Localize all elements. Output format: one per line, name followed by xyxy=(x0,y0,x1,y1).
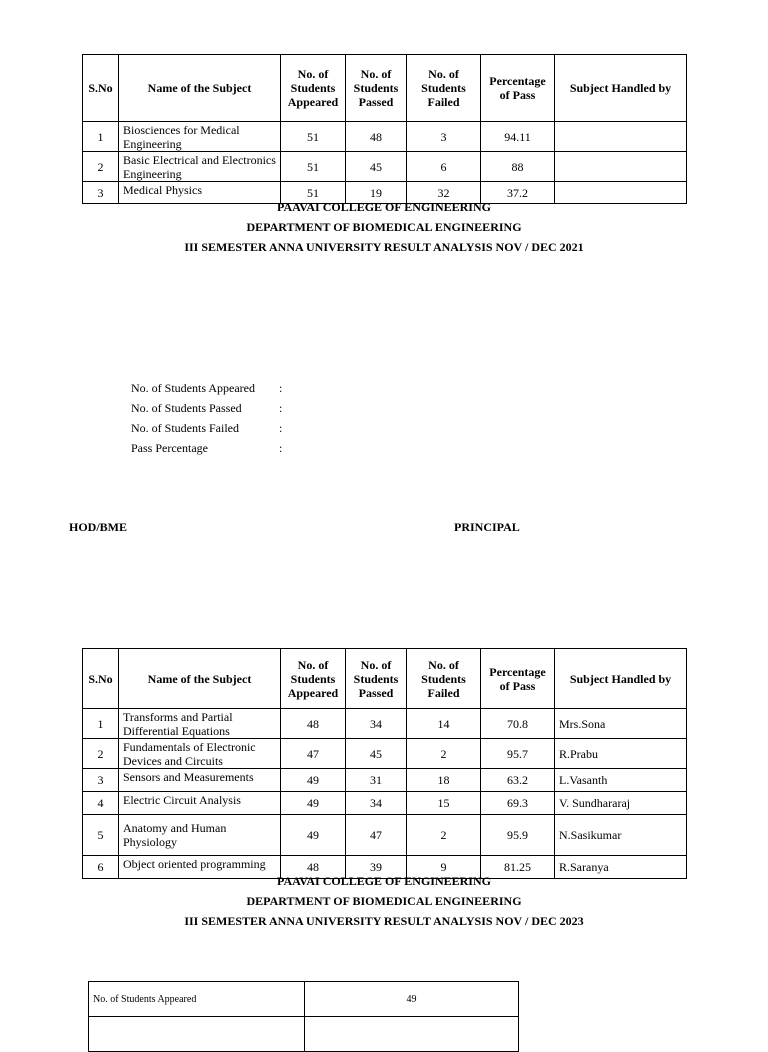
summary-label: Pass Percentage xyxy=(131,441,208,455)
summary-label: No. of Students Appeared xyxy=(89,982,305,1017)
cell-percentage: 37.2 xyxy=(481,182,555,204)
cell-appeared: 49 xyxy=(281,792,346,815)
cell-failed: 6 xyxy=(407,152,481,182)
cell-subject: Biosciences for Medical Engineering xyxy=(119,122,281,152)
table-header-row xyxy=(83,649,687,709)
cell-passed: 45 xyxy=(346,152,407,182)
cell-failed: 15 xyxy=(407,792,481,815)
cell-appeared: 49 xyxy=(281,815,346,856)
cell-percentage: 63.2 xyxy=(481,769,555,792)
cell-appeared: 51 xyxy=(281,152,346,182)
header-subject: Name of the Subject xyxy=(119,649,281,709)
summary-row xyxy=(89,1017,519,1052)
cell-subject: Transforms and Partial Differential Equations xyxy=(119,709,281,739)
summary-row xyxy=(131,421,283,441)
header-sno: S.No xyxy=(83,649,119,709)
header-failed: No. of Students Failed xyxy=(407,55,481,122)
cell-handler: R.Saranya xyxy=(555,856,687,879)
cell-passed: 31 xyxy=(346,769,407,792)
cell-sno: 2 xyxy=(83,739,119,769)
summary-row xyxy=(131,381,283,401)
cell-handler: Mrs.Sona xyxy=(555,709,687,739)
summary-label: No. of Students Passed xyxy=(131,401,242,415)
principal-signature: PRINCIPAL xyxy=(454,520,520,534)
department-name: DEPARTMENT OF BIOMEDICAL ENGINEERING xyxy=(246,894,522,908)
cell-percentage: 88 xyxy=(481,152,555,182)
table-row xyxy=(83,769,687,792)
header-appeared: No. of Students Appeared xyxy=(281,649,346,709)
result-analysis-title: III SEMESTER ANNA UNIVERSITY RESULT ANALYSIS NOV / DEC 2021 xyxy=(184,240,584,254)
college-name: PAAVAI COLLEGE OF ENGINEERING xyxy=(277,200,491,214)
summary-colon: : xyxy=(279,381,283,395)
table-row xyxy=(83,152,687,182)
cell-sno: 4 xyxy=(83,792,119,815)
cell-percentage: 95.7 xyxy=(481,739,555,769)
cell-appeared: 47 xyxy=(281,739,346,769)
result-analysis-title: III SEMESTER ANNA UNIVERSITY RESULT ANALYSIS NOV / DEC 2023 xyxy=(184,914,584,928)
cell-appeared: 48 xyxy=(281,856,346,879)
cell-percentage: 69.3 xyxy=(481,792,555,815)
summary-row xyxy=(131,441,283,461)
cell-sno: 3 xyxy=(83,182,119,204)
cell-appeared: 49 xyxy=(281,769,346,792)
header-percentage: Percentage of Pass xyxy=(481,649,555,709)
cell-handler xyxy=(555,122,687,152)
cell-passed: 48 xyxy=(346,122,407,152)
cell-passed: 34 xyxy=(346,709,407,739)
table-row xyxy=(83,739,687,769)
header-appeared: No. of Students Appeared xyxy=(281,55,346,122)
header-subject: Name of the Subject xyxy=(119,55,281,122)
table-row xyxy=(83,815,687,856)
cell-appeared: 51 xyxy=(281,182,346,204)
cell-percentage: 94.11 xyxy=(481,122,555,152)
table-row xyxy=(83,709,687,739)
cell-appeared: 51 xyxy=(281,122,346,152)
summary-list xyxy=(131,381,283,461)
cell-failed: 18 xyxy=(407,769,481,792)
summary-value: 49 xyxy=(305,982,519,1017)
cell-sno: 2 xyxy=(83,152,119,182)
summary-label: No. of Students Appeared xyxy=(131,381,255,395)
cell-failed: 14 xyxy=(407,709,481,739)
result-table-2023 xyxy=(82,648,687,879)
header-failed: No. of Students Failed xyxy=(407,649,481,709)
header-handled-by: Subject Handled by xyxy=(555,649,687,709)
cell-sno: 5 xyxy=(83,815,119,856)
cell-handler: L.Vasanth xyxy=(555,769,687,792)
cell-handler: R.Prabu xyxy=(555,739,687,769)
summary-label: No. of Students Failed xyxy=(131,421,239,435)
summary-value-empty xyxy=(305,1017,519,1052)
cell-subject: Sensors and Measurements xyxy=(119,769,281,792)
cell-sno: 1 xyxy=(83,709,119,739)
cell-appeared: 48 xyxy=(281,709,346,739)
table-row xyxy=(83,792,687,815)
summary-row xyxy=(89,982,519,1017)
cell-sno: 3 xyxy=(83,769,119,792)
header-handled-by: Subject Handled by xyxy=(555,55,687,122)
college-name: PAAVAI COLLEGE OF ENGINEERING xyxy=(277,874,491,888)
summary-colon: : xyxy=(279,441,283,455)
cell-subject: Basic Electrical and Electronics Engineering xyxy=(119,152,281,182)
cell-failed: 9 xyxy=(407,856,481,879)
table-header-row xyxy=(83,55,687,122)
cell-passed: 19 xyxy=(346,182,407,204)
summary-label-empty xyxy=(89,1017,305,1052)
cell-passed: 34 xyxy=(346,792,407,815)
cell-percentage: 81.25 xyxy=(481,856,555,879)
cell-subject: Medical Physics xyxy=(119,182,281,204)
department-name: DEPARTMENT OF BIOMEDICAL ENGINEERING xyxy=(246,220,522,234)
cell-passed: 47 xyxy=(346,815,407,856)
cell-handler xyxy=(555,152,687,182)
hod-signature: HOD/BME xyxy=(69,520,128,534)
cell-failed: 2 xyxy=(407,815,481,856)
result-table-2021 xyxy=(82,54,687,204)
header-percentage: Percentage of Pass xyxy=(481,55,555,122)
cell-percentage: 95.9 xyxy=(481,815,555,856)
cell-failed: 32 xyxy=(407,182,481,204)
summary-colon: : xyxy=(279,401,283,415)
summary-colon: : xyxy=(279,421,283,435)
table-row xyxy=(83,122,687,152)
header-passed: No. of Students Passed xyxy=(346,649,407,709)
cell-subject: Electric Circuit Analysis xyxy=(119,792,281,815)
cell-failed: 2 xyxy=(407,739,481,769)
cell-subject: Anatomy and Human Physiology xyxy=(119,815,281,856)
cell-subject: Object oriented programming xyxy=(119,856,281,879)
cell-handler: N.Sasikumar xyxy=(555,815,687,856)
cell-sno: 1 xyxy=(83,122,119,152)
cell-percentage: 70.8 xyxy=(481,709,555,739)
cell-passed: 39 xyxy=(346,856,407,879)
header-passed: No. of Students Passed xyxy=(346,55,407,122)
cell-failed: 3 xyxy=(407,122,481,152)
cell-subject: Fundamentals of Electronic Devices and Circuits xyxy=(119,739,281,769)
summary-row xyxy=(131,401,283,421)
summary-table-2023 xyxy=(88,981,519,1052)
cell-sno: 6 xyxy=(83,856,119,879)
cell-handler: V. Sundhararaj xyxy=(555,792,687,815)
cell-passed: 45 xyxy=(346,739,407,769)
header-sno: S.No xyxy=(83,55,119,122)
